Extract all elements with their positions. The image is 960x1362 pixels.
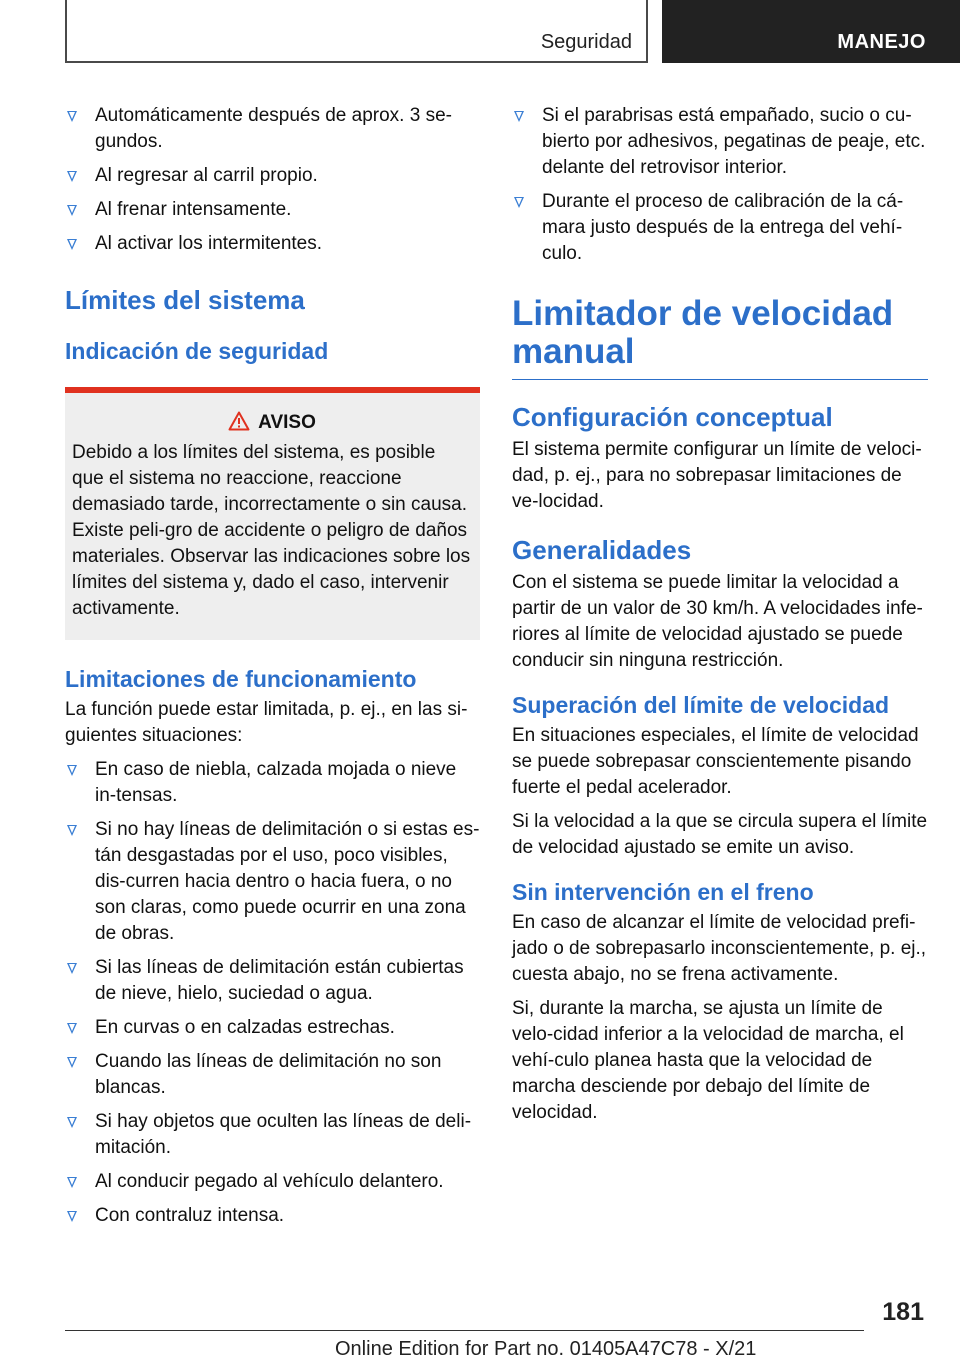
function-bullet-list (65, 757, 480, 1229)
footer-divider (65, 1330, 864, 1331)
chapter-tab[interactable] (662, 0, 960, 63)
list-item: Automáticamente después de aprox. 3 se‐gundos. (65, 103, 480, 155)
list-item: En curvas o en calzadas estrechas. (65, 1015, 480, 1041)
triangle-bullet-icon (67, 171, 77, 182)
exceed-text-2: Si la velocidad a la que se circula supera el límite de velocidad ajustado se emite un aviso. (512, 811, 928, 858)
list-item: Si las líneas de delimitación están cubiertas de nieve, hielo, suciedad o agua. (65, 955, 480, 1007)
heading-no-brake: Sin intervención en el freno (512, 879, 814, 905)
warning-box (65, 387, 480, 640)
intro-bullet-list (65, 103, 480, 257)
page-number: 181 (882, 1298, 924, 1326)
list-item: Si no hay líneas de delimitación o si estas es‐tán desgastadas por el uso, poco visibles, dis‐curren hacia dentro o hacia fuera, o no son claras, como puede ocurrir en una zona de obras. (65, 817, 480, 947)
list-item: Al regresar al carril propio. (65, 163, 480, 189)
triangle-bullet-icon (67, 1177, 77, 1188)
section-title: Seguridad (540, 31, 632, 53)
chapter-label: MANEJO (837, 31, 926, 53)
triangle-bullet-icon (514, 111, 524, 122)
list-item: Al frenar intensamente. (65, 197, 480, 223)
footer-edition-text: Online Edition for Part no. 01405A47C78 - X/21 (335, 1338, 757, 1360)
concept-text: El sistema permite configurar un límite de veloci‐dad, p. ej., para no sobrepasar limitaciones de ve‐locidad. (512, 439, 922, 512)
triangle-bullet-icon (67, 1057, 77, 1068)
triangle-bullet-icon (67, 205, 77, 216)
triangle-bullet-icon (67, 825, 77, 836)
right-bullet-list (512, 103, 928, 267)
triangle-bullet-icon (67, 1211, 77, 1222)
triangle-bullet-icon (514, 197, 524, 208)
list-item: Si hay objetos que oculten las líneas de deli‐mitación. (65, 1109, 480, 1161)
heading-exceed-limit: Superación del límite de velocidad (512, 692, 890, 718)
triangle-bullet-icon (67, 1023, 77, 1034)
heading-function-limitations: Limitaciones de funcionamiento (65, 666, 417, 692)
heading-safety-note: Indicación de seguridad (65, 338, 329, 364)
list-item: Si el parabrisas está empañado, sucio o cu‐bierto por adhesivos, pegatinas de peaje, etc. delante del retrovisor interior. (512, 103, 928, 181)
no-brake-text-2: Si, durante la marcha, se ajusta un límite de velo‐cidad inferior a la velocidad de marcha, el vehí‐culo planea hasta que la velocidad de marcha desciende por debajo del límite de velocidad. (512, 998, 904, 1123)
general-text: Con el sistema se puede limitar la velocidad a partir de un valor de 30 km/h. A velocidades infe‐riores al límite de velocidad ajustado se puede conducir sin ninguna restricción. (512, 572, 923, 671)
list-item: Al activar los intermitentes. (65, 231, 480, 257)
right-column (512, 103, 928, 1134)
triangle-bullet-icon (67, 1117, 77, 1128)
list-item: Al conducir pegado al vehículo delantero. (65, 1169, 480, 1195)
warning-text: Debido a los límites del sistema, es posible que el sistema no reaccione, reaccione demasiado tarde, incorrectamente o sin causa. Existe peli‐gro de accidente o peligro de daños materiales. Observar las indicaciones sobre los límites del sistema y, dado el caso, intervenir activamente. (72, 442, 471, 619)
warning-triangle-icon (228, 411, 250, 431)
warning-title: AVISO (258, 412, 316, 433)
heading-speed-limiter: Limitador de velocidad manual (512, 294, 894, 371)
triangle-bullet-icon (67, 963, 77, 974)
triangle-bullet-icon (67, 239, 77, 250)
warning-header (72, 411, 472, 434)
heading-concept: Configuración conceptual (512, 402, 833, 432)
function-intro-text: La función puede estar limitada, p. ej., en las si‐guientes situaciones: (65, 699, 468, 746)
exceed-text-1: En situaciones especiales, el límite de velocidad se puede sobrepasar conscientemente pisando fuerte el pedal acelerador. (512, 725, 919, 798)
header-section-box (65, 0, 648, 63)
heading-system-limits: Límites del sistema (65, 285, 305, 315)
list-item: Con contraluz intensa. (65, 1203, 480, 1229)
heading-divider (512, 379, 928, 380)
list-item: Cuando las líneas de delimitación no son blancas. (65, 1049, 480, 1101)
no-brake-text-1: En caso de alcanzar el límite de velocidad prefi‐jado o de sobrepasarlo inconscientemente, p. ej., cuesta abajo, no se frena activamente. (512, 912, 927, 985)
triangle-bullet-icon (67, 765, 77, 776)
heading-general: Generalidades (512, 535, 692, 565)
triangle-bullet-icon (67, 111, 77, 122)
list-item: Durante el proceso de calibración de la cá‐mara justo después de la entrega del vehí‐culo. (512, 189, 928, 267)
left-column (65, 103, 480, 1237)
list-item: En caso de niebla, calzada mojada o nieve in‐tensas. (65, 757, 480, 809)
